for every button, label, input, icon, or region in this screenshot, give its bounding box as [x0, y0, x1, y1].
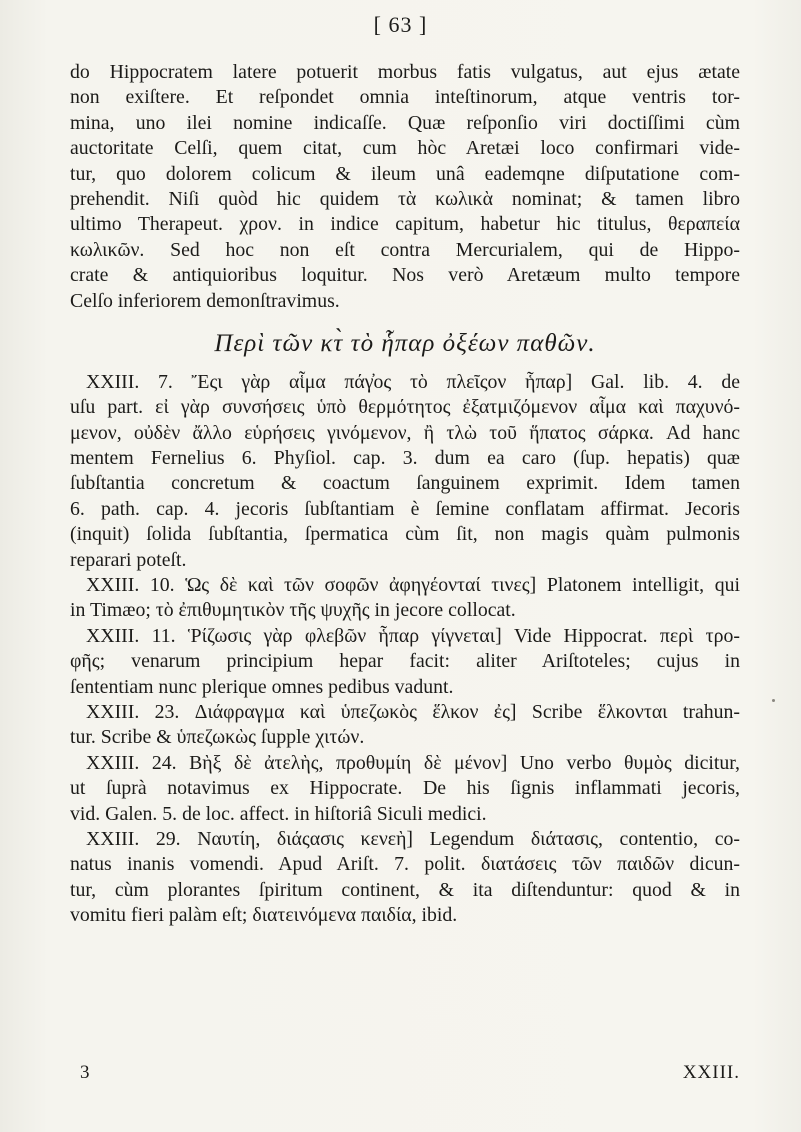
note-line: uſu part. εἰ γὰρ συνσήσεις ὑπὸ θερμότητος ἐξατμιζόμενον αἷμα καὶ παχυνό- — [70, 396, 740, 419]
note-line: ut ſuprà notavimus ex Hippocrate. De his ſignis inflammati jecoris, — [70, 777, 740, 800]
body-text — [70, 60, 740, 929]
note-line: reparari poteſt. — [70, 548, 187, 571]
note-line: tur. Scribe & ὑπεζωκὼς ſupple χιτών. — [70, 726, 365, 749]
text-line: prehendit. Niſi quòd hic quidem τὰ κωλικὰ nominat; & tamen libro — [70, 187, 740, 210]
note-line: natus inanis vomendi. Apud Ariſt. 7. polit. διατάσεις τῶν παιδῶν dicun- — [70, 853, 740, 876]
note-line: tur, cùm plorantes ſpiritum continent, & ita diſtenduntur: quod & in — [70, 878, 740, 901]
note-line: (inquit) ſolida ſubſtantia, ſpermatica cùm ſit, non magis quàm pulmonis — [70, 523, 740, 546]
text-line: non exiſtere. Et reſpondet omnia inteſtinorum, atque ventris tor- — [70, 86, 740, 109]
paper-speck — [772, 699, 775, 702]
page-footer — [70, 1061, 740, 1085]
note-line: vid. Galen. 5. de loc. affect. in hiſtoriâ Siculi medici. — [70, 802, 487, 825]
section-heading: Περὶ τῶν κτ̀ τὸ ἧπαρ ὀξέων παθῶν. — [214, 329, 596, 357]
page-number: [ 63 ] — [373, 12, 428, 37]
text-line: ultimo Therapeut. χρον. in indice capitum, habetur hic titulus, θεραπεία — [70, 213, 740, 236]
text-line: tur, quo dolorem colicum & ileum unâ eademqne diſputatione com- — [70, 162, 740, 185]
text-line: κωλικῶν. Sed hoc non eſt contra Mercurialem, qui de Hippo- — [70, 238, 740, 261]
note-line: XXIII. 29. Ναυτίη, διάςασις κενεὴ] Legendum διάτασις, contentio, co- — [86, 827, 740, 850]
note-line: mentem Fernelius 6. Phyſiol. cap. 3. dum ea caro (ſup. hepatis) quæ — [70, 447, 740, 470]
note-line: ſententiam nunc plerique omnes pedibus vadunt. — [70, 675, 454, 698]
signature-mark: 3 — [80, 1062, 90, 1083]
note-line: XXIII. 24. Βὴξ δὲ ἀτελὴς, προθυμίη δὲ μένον] Uno verbo θυμὸς dicitur, — [86, 751, 740, 774]
note-line: XXIII. 11. Ῥίζωσις γὰρ φλεβῶν ἧπαρ γίγνεται] Vide Hippocrat. περὶ τρο- — [86, 624, 740, 647]
note-line: XXIII. 10. Ὡς δὲ καὶ τῶν σοφῶν ἀφηγέονταί τινες] Platonem intelligit, qui — [86, 574, 740, 597]
text-line: crate & antiquioribus loquitur. Nos verò Aretæum multo tempore — [70, 264, 740, 287]
text-line: Celſo inferiorem demonſtravimus. — [70, 289, 340, 312]
catchword: XXIII. — [682, 1062, 740, 1083]
text-line: do Hippocratem latere potuerit morbus fatis vulgatus, aut ejus ætate — [70, 61, 740, 83]
note-line: in Timæo; τὸ ἐπιθυμητικὸν τῆς ψυχῆς in jecore collocat. — [70, 599, 516, 622]
text-line: mina, uno ilei nomine indicaſſe. Quæ reſponſio viri doctiſſimi cùm — [70, 111, 740, 134]
note-line: μενον, οὐδὲν ἄλλο εὑρήσεις γινόμενον, ἢ τλὼ τοῦ ἥπατος σάρκα. Ad hanc — [70, 421, 740, 444]
note-line: 6. path. cap. 4. jecoris ſubſtantiam è ſemine conflatam affirmat. Jecoris — [70, 497, 740, 520]
note-line: XXIII. 23. Διάφραγμα καὶ ὑπεζωκὸς ἕλκον ἐς] Scribe ἕλκονται trahun- — [86, 700, 740, 723]
note-line: ſubſtantia concretum & coactum ſanguinem exprimit. Idem tamen — [70, 472, 740, 495]
note-line: XXIII. 7. Ἔςι γὰρ αἷμα πάγ̓ος τὸ πλεῖςον ἧπαρ] Gal. lib. 4. de — [86, 370, 740, 393]
note-line: φῆς; venarum principium hepar facit: aliter Ariſtoteles; cujus in — [70, 650, 740, 673]
note-line: vomitu fieri palàm eſt; διατεινόμενα παιδία, ibid. — [70, 904, 458, 927]
text-line: auctoritate Celſi, quem citat, cum hòc Aretæi loco confirmari vide- — [70, 137, 740, 160]
